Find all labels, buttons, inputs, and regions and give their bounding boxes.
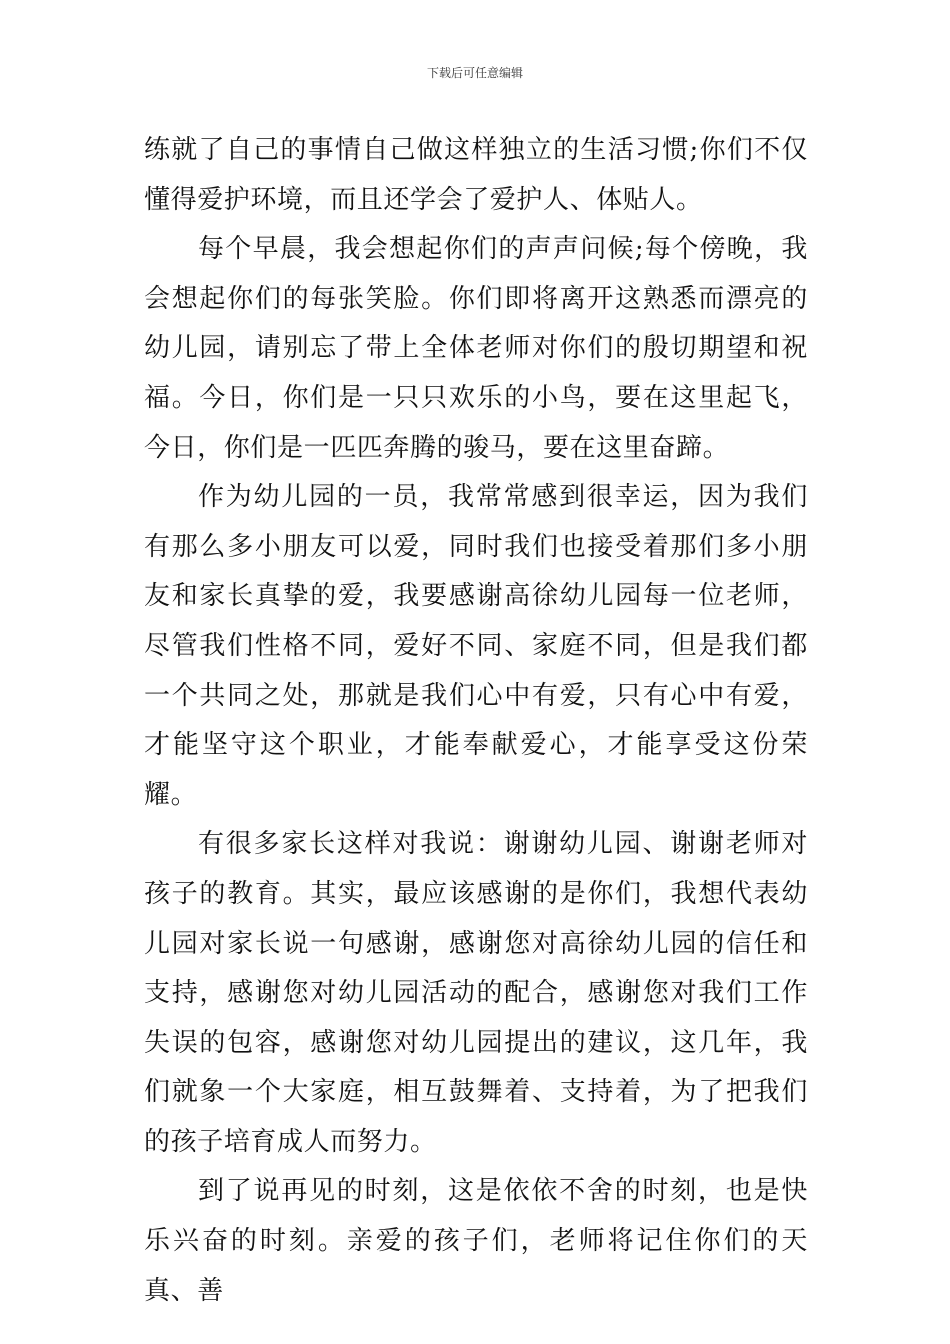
paragraph-2: 每个早晨，我会想起你们的声声问候;每个傍晚，我会想起你们的每张笑脸。你们即将离开这熟悉而漂亮的幼儿园，请别忘了带上全体老师对你们的殷切期望和祝福。今日，你们是一只只欢乐的小鸟，要在这里起飞，今日，你们是一匹匹奔腾的骏马，要在这里奋蹄。 [144, 234, 808, 463]
paragraph-1: 练就了自己的事情自己做这样独立的生活习惯;你们不仅懂得爱护环境，而且还学会了爱护人、体贴人。 [144, 135, 808, 215]
document-body [144, 126, 808, 1316]
paragraph-3: 作为幼儿园的一员，我常常感到很幸运，因为我们有那么多小朋友可以爱，同时我们也接受着那们多小朋友和家长真挚的爱，我要感谢高徐幼儿园每一位老师，尽管我们性格不同，爱好不同、家庭不同，但是我们都一个共同之处，那就是我们心中有爱，只有心中有爱，才能坚守这个职业，才能奉献爱心，才能享受这份荣耀。 [144, 482, 808, 810]
page-header: 下载后可任意编辑 [426, 66, 523, 80]
paragraph-5: 到了说再见的时刻，这是依依不舍的时刻，也是快乐兴奋的时刻。亲爱的孩子们，老师将记住你们的天真、善 [144, 1176, 808, 1306]
paragraph-4: 有很多家长这样对我说：谢谢幼儿园、谢谢老师对孩子的教育。其实，最应该感谢的是你们，我想代表幼儿园对家长说一句感谢，感谢您对高徐幼儿园的信任和支持，感谢您对幼儿园活动的配合，感谢您对我们工作失误的包容，感谢您对幼儿园提出的建议，这几年，我们就象一个大家庭，相互鼓舞着、支持着，为了把我们的孩子培育成人而努力。 [144, 829, 808, 1157]
